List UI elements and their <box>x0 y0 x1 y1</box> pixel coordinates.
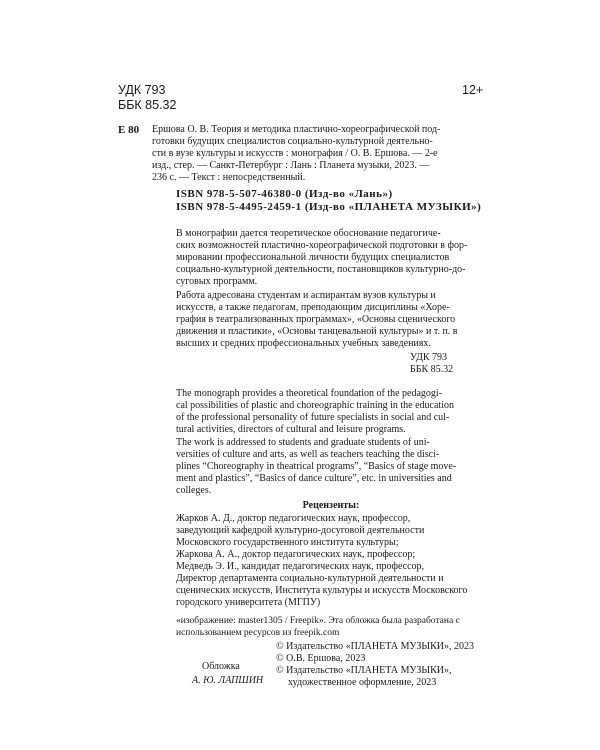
text-line: colleges. <box>176 485 212 496</box>
image-credit <box>176 615 460 639</box>
catalog-line: готовки будущих специалистов социально-культурной деятельно- <box>152 136 433 147</box>
text-line: ских возможностей пластично-хореографической подготовки в фор- <box>176 240 468 251</box>
text-line: of the professional personality of future specialists in social and cul- <box>176 412 450 423</box>
text-line: plines “Choreography in theatrical programs”, “Basics of stage move- <box>176 461 457 472</box>
copyright-line: © Издательство «ПЛАНЕТА МУЗЫКИ», 2023 <box>276 641 475 652</box>
text-line: искусств, а также педагогам, преподающим дисциплины «Хоре- <box>176 302 450 313</box>
text-line: ment and plastics”, “Basics of dance culture”, etc. in universities and <box>176 473 452 484</box>
text-line: cal possibilities of plastic and choreographic training in the education <box>176 400 454 411</box>
isbn-planeta: ISBN 978-5-4495-2459-1 (Изд-во «ПЛАНЕТА МУЗЫКИ») <box>176 201 482 213</box>
abstract-en-p1 <box>176 388 454 436</box>
abstract-ru-p1 <box>176 228 467 288</box>
text-line: The work is addressed to students and graduate students of uni- <box>176 437 430 448</box>
text-line: мировании профессиональной личности будущих специалистов <box>176 252 450 263</box>
isbn-lan: ISBN 978-5-507-46380-0 (Изд-во «Лань») <box>176 188 393 200</box>
abstract-ru-p2 <box>176 290 458 350</box>
reviewer-line: городского университета (МГПУ) <box>176 597 321 608</box>
copyright-line: художественное оформление, 2023 <box>288 677 437 688</box>
isbn-block <box>176 188 481 214</box>
cover-artist: А. Ю. ЛАПШИН <box>192 675 264 686</box>
text-line: движения и пластики», «Основы танцевальной культуры» и т. п. в <box>176 326 458 337</box>
reviewer-line: Московского государственного института культуры; <box>176 537 399 548</box>
catalog-line: сти в вузе культуры и искусств : монография / О. В. Ершова. — 2-е <box>152 148 438 159</box>
credit-line: «изображение: master1305 / Freepik». Эта обложка была разработана с <box>176 616 460 626</box>
text-line: versities of culture and arts, as well as teachers teaching the disci- <box>176 449 440 460</box>
age-rating: 12+ <box>462 83 484 97</box>
text-line: The monograph provides a theoretical foundation of the pedagogi- <box>176 388 443 399</box>
bbk-code: ББК 85.32 <box>118 98 177 112</box>
text-line: высших и средних профессиональных учебных заведениях. <box>176 338 431 349</box>
udk-code: УДК 793 <box>118 83 166 97</box>
text-line: В монографии дается теоретическое обоснование педагогиче- <box>176 228 441 239</box>
cover-label: Обложка <box>202 661 240 672</box>
catalog-code: Е 80 <box>118 124 140 136</box>
reviewer-line: Директор департамента социально-культурной деятельности и <box>176 573 444 584</box>
reviewer-line: Жаркова А. А., доктор педагогических наук, профессор; <box>176 549 416 560</box>
text-line: графия в театрализованных программах», «Основы сценического <box>176 314 456 325</box>
reviewer-line: Жарков А. Д., доктор педагогических наук, профессор, <box>176 513 411 524</box>
credit-line: использованием ресурсов из freepik.com <box>176 628 340 638</box>
bbk-code-repeat: ББК 85.32 <box>410 364 454 375</box>
text-line: суговых программ. <box>176 276 258 287</box>
reviewer-line: заведующий кафедрой культурно-досуговой деятельности <box>176 525 425 536</box>
reviewer-line: сценических искусств, Института культуры и искусств Московского <box>176 585 468 596</box>
copyright-line: © О.В. Ершова, 2023 <box>276 653 366 664</box>
reviewer-line: Медведь Э. И., кандидат педагогических наук, профессор, <box>176 561 425 572</box>
catalog-line: Ершова О. В. Теория и методика пластично-хореографической под- <box>152 124 441 135</box>
copyright-line: © Издательство «ПЛАНЕТА МУЗЫКИ», <box>276 665 452 676</box>
catalog-line: изд., стер. — Санкт-Петербург : Лань : Планета музыки, 2023. — <box>152 160 430 171</box>
text-line: Работа адресована студентам и аспирантам вузов культуры и <box>176 290 436 301</box>
text-line: tural activities, directors of cultural and leisure programs. <box>176 424 406 435</box>
abstract-en-p2 <box>176 437 456 497</box>
catalog-line: 236 с. — Текст : непосредственный. <box>152 172 306 183</box>
udk-code-repeat: УДК 793 <box>410 352 448 363</box>
catalog-entry <box>152 124 482 184</box>
reviewers-title: Рецензенты: <box>302 500 360 511</box>
copyright-block <box>276 641 474 689</box>
reviewers-list <box>176 513 467 609</box>
text-line: социально-культурной деятельности, постановщиков культурно-до- <box>176 264 466 275</box>
